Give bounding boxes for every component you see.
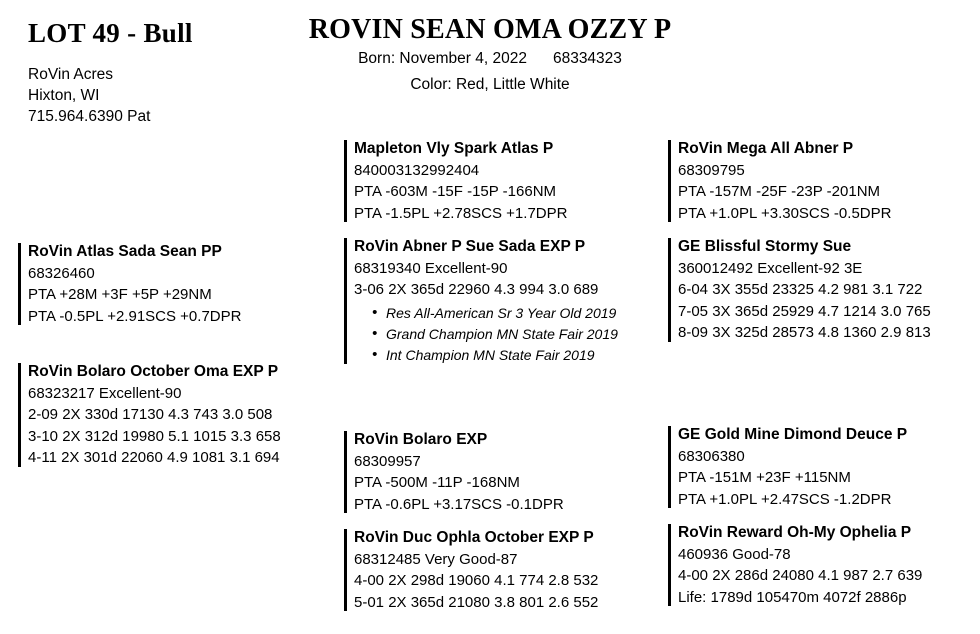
ancestor-detail: PTA +1.0PL +3.30SCS -0.5DPR (678, 204, 892, 222)
registration-number: 68334323 (552, 50, 622, 67)
ancestor-detail: 5-01 2X 365d 21080 3.8 801 2.6 552 (354, 593, 599, 611)
ancestor-detail: 360012492 Excellent-92 3E (678, 259, 863, 277)
ancestor-name: RoVin Bolaro October Oma EXP P (28, 363, 279, 380)
born-line (0, 50, 980, 68)
ancestor-detail: 68306380 (678, 447, 745, 465)
ancestor-detail: PTA -603M -15F -15P -166NM (354, 183, 557, 200)
pedigree-entry-sire-dam (354, 236, 618, 366)
award-list (354, 303, 618, 366)
color-line: Color: Red, Little White (410, 76, 570, 93)
ancestor-detail: 840003132992404 (354, 161, 480, 179)
page-title: ROVIN SEAN OMA OZZY P (308, 14, 672, 45)
rule-bar (668, 426, 671, 508)
rule-bar (344, 529, 347, 611)
rule-bar (668, 238, 671, 342)
ancestor-detail: PTA -157M -25F -23P -201NM (678, 183, 881, 200)
ancestor-detail: 68312485 Very Good-87 (354, 550, 518, 568)
pedigree-entry-dam-dam-sire (678, 424, 907, 510)
farm-phone: 715.964.6390 Pat (28, 108, 151, 125)
lot-title: LOT 49 - Bull (28, 18, 193, 48)
pedigree-entry-dam-sire-dam (354, 527, 598, 613)
ancestor-detail: 460936 Good-78 (678, 545, 791, 563)
ancestor-detail: PTA -1.5PL +2.78SCS +1.7DPR (354, 204, 568, 222)
award-item: • Res All-American Sr 3 Year Old 2019 (372, 303, 618, 324)
rule-bar (18, 363, 21, 467)
ancestor-name: GE Blissful Stormy Sue (678, 238, 852, 255)
ancestor-detail: PTA -0.6PL +3.17SCS -0.1DPR (354, 495, 564, 513)
ancestor-name: RoVin Bolaro EXP (354, 431, 488, 448)
ancestor-detail: 68323217 Excellent-90 (28, 384, 182, 402)
ancestor-detail: 6-04 3X 355d 23325 4.2 981 3.1 722 (678, 281, 923, 298)
farm-name: RoVin Acres (28, 66, 114, 83)
ancestor-detail: PTA -0.5PL +2.91SCS +0.7DPR (28, 307, 242, 325)
pedigree-entry-sire-sire (678, 138, 891, 224)
ancestor-detail: 7-05 3X 365d 25929 4.7 1214 3.0 765 (678, 302, 931, 320)
ancestor-name: RoVin Reward Oh-My Ophelia P (678, 524, 912, 541)
ancestor-detail: 3-10 2X 312d 19980 5.1 1015 3.3 658 (28, 427, 281, 445)
ancestor-detail: PTA +28M +3F +5P +29NM (28, 286, 212, 303)
pedigree-entry-dam-dam (28, 361, 281, 469)
rule-bar (344, 238, 347, 364)
award-item: • Int Champion MN State Fair 2019 (372, 345, 618, 366)
born-date: Born: November 4, 2022 (358, 50, 527, 67)
pedigree-entry-dam-dam-dam (678, 522, 922, 608)
ancestor-name: Mapleton Vly Spark Atlas P (354, 140, 554, 157)
ancestor-name: RoVin Atlas Sada Sean PP (28, 243, 222, 260)
farm-contact-block (28, 64, 150, 127)
ancestor-detail: 68319340 Excellent-90 (354, 259, 508, 277)
ancestor-detail: 68326460 (28, 264, 95, 282)
ancestor-detail: 4-00 2X 298d 19060 4.1 774 2.8 532 (354, 572, 599, 589)
award-item: • Grand Champion MN State Fair 2019 (372, 324, 618, 345)
pedigree-entry-sire (354, 138, 567, 224)
pedigree-entry-dam (28, 241, 241, 327)
ancestor-name: RoVin Abner P Sue Sada EXP P (354, 238, 586, 255)
rule-bar (344, 140, 347, 222)
rule-bar (344, 431, 347, 513)
ancestor-detail: 68309795 (678, 161, 745, 179)
ancestor-detail: 4-11 2X 301d 22060 4.9 1081 3.1 694 (28, 449, 280, 466)
rule-bar (668, 140, 671, 222)
ancestor-detail: 68309957 (354, 452, 421, 470)
farm-location: Hixton, WI (28, 87, 100, 104)
ancestor-detail: 3-06 2X 365d 22960 4.3 994 3.0 689 (354, 281, 599, 298)
ancestor-detail: PTA -500M -11P -168NM (354, 474, 520, 491)
ancestor-detail: 4-00 2X 286d 24080 4.1 987 2.7 639 (678, 567, 923, 584)
ancestor-detail: PTA -151M +23F +115NM (678, 469, 851, 486)
ancestor-name: GE Gold Mine Dimond Deuce P (678, 426, 908, 443)
rule-bar (668, 524, 671, 606)
pedigree-entry-dam-sire (354, 429, 564, 515)
rule-bar (18, 243, 21, 325)
ancestor-detail: PTA +1.0PL +2.47SCS -1.2DPR (678, 490, 892, 508)
ancestor-detail: Life: 1789d 105470m 4072f 2886p (678, 588, 907, 606)
ancestor-detail: 8-09 3X 325d 28573 4.8 1360 2.9 813 (678, 324, 931, 341)
ancestor-detail: 2-09 2X 330d 17130 4.3 743 3.0 508 (28, 406, 273, 423)
pedigree-entry-sire-sire-dam (678, 236, 931, 344)
ancestor-name: RoVin Duc Ophla October EXP P (354, 529, 594, 546)
ancestor-name: RoVin Mega All Abner P (678, 140, 854, 157)
